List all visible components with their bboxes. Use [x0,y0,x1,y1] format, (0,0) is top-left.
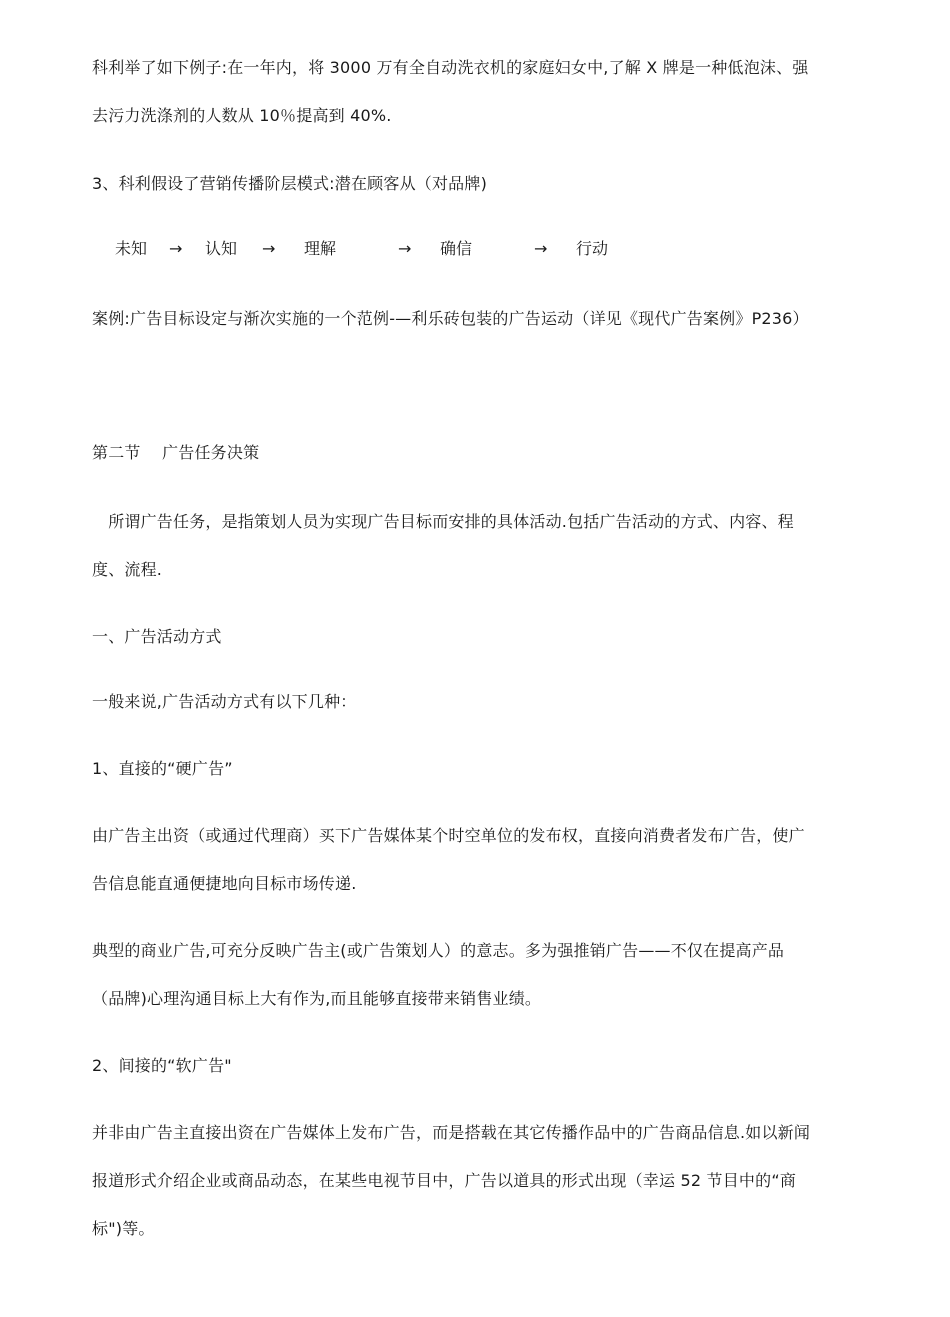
paragraph-line: 告信息能直通便捷地向目标市场传递. [92,874,357,893]
paragraph-line: 度、流程. [92,560,163,579]
point-3-text: 3、科利假设了营销传播阶层模式:潜在顾客从（对品牌) [92,174,488,193]
item-title: 1、直接的“硬广告” [92,759,233,778]
paragraph-line: 报道形式介绍企业或商品动态，在某些电视节目中，广告以道具的形式出现（幸运 52 节目中的“商 [92,1171,797,1190]
paragraph-line: 标")等。 [92,1219,155,1238]
flow-arrow-icon: → [534,239,548,258]
flow-stage-action: 行动 [576,239,609,258]
paragraph-line: 所谓广告任务，是指策划人员为实现广告目标而安排的具体活动.包括广告活动的方式、内容、程 [92,512,794,531]
paragraph-line: 由广告主出资（或通过代理商）买下广告媒体某个时空单位的发布权，直接向消费者发布广告，使广 [92,826,805,845]
flow-stage-unknown: 未知 [115,239,148,258]
paragraph-line: 并非由广告主直接出资在广告媒体上发布广告，而是搭载在其它传播作品中的广告商品信息.如以新闻 [92,1123,811,1142]
paragraph-line: 科利举了如下例子:在一年内，将 3000 万有全自动洗衣机的家庭妇女中,了解 X 牌是一种低泡沫、强 [92,58,809,77]
item-title: 2、间接的“软广告" [92,1056,232,1075]
flow-stage-comprehension: 理解 [304,239,337,258]
flow-arrow-icon: → [169,239,183,258]
section-title: 第二节 广告任务决策 [92,443,260,462]
paragraph-line: （品牌)心理沟通目标上大有作为,而且能够直接带来销售业绩。 [92,989,542,1008]
paragraph-line: 一般来说,广告活动方式有以下几种： [92,692,357,711]
flow-arrow-icon: → [262,239,276,258]
paragraph-line: 去污力洗涤剂的人数从 10％提高到 40%. [92,106,392,125]
case-reference: 案例:广告目标设定与渐次实施的一个范例-—利乐砖包装的广告运动（详见《现代广告案例》P236） [92,309,809,328]
flow-stage-awareness: 认知 [205,239,238,258]
paragraph-line: 典型的商业广告,可充分反映广告主(或广告策划人）的意志。多为强推销广告——不仅在提高产品 [92,941,785,960]
heading: 一、广告活动方式 [92,627,222,646]
flow-arrow-icon: → [398,239,412,258]
flow-stage-conviction: 确信 [440,239,473,258]
